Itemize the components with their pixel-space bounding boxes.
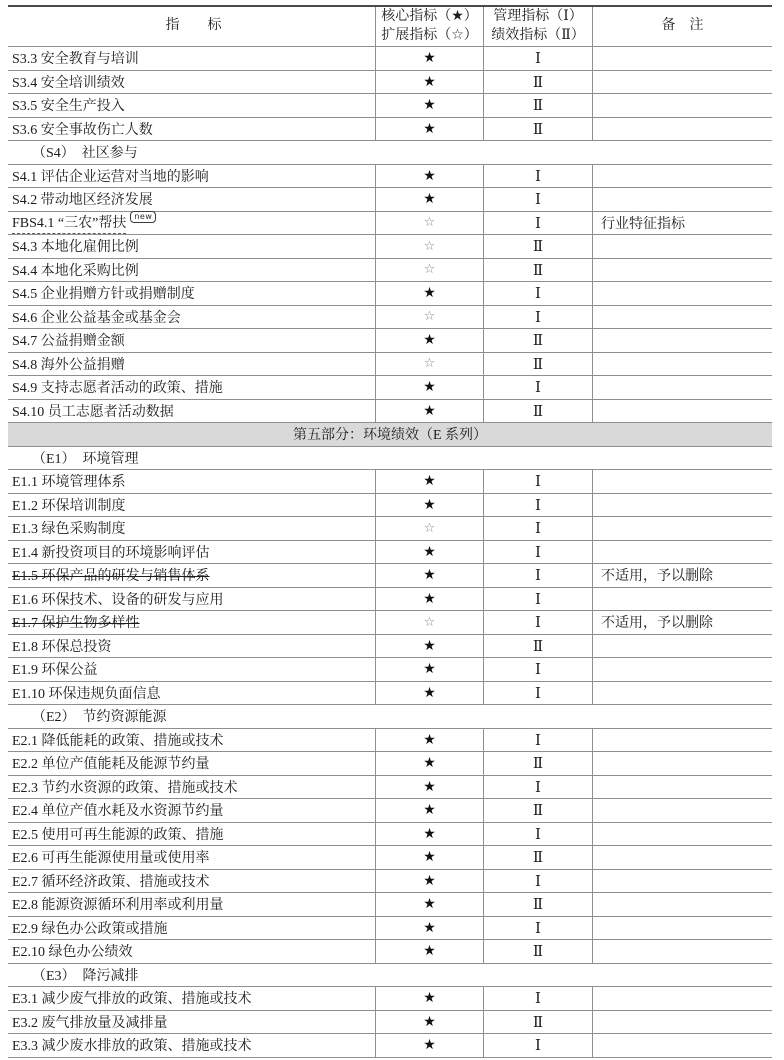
table-row <box>8 752 772 776</box>
indicator-label: E2.2 单位产值能耗及能源节约量 <box>12 757 210 773</box>
grade-cell: Ⅰ <box>483 212 592 235</box>
indicator-cell <box>8 683 375 703</box>
table-row <box>8 564 772 588</box>
indicator-cell <box>8 847 375 867</box>
core-extended-cell <box>375 682 483 705</box>
table-row <box>8 400 772 424</box>
remark-cell: 不适用，予以删除 <box>592 611 772 634</box>
header-core-extended <box>375 7 483 46</box>
remark-cell <box>592 306 772 329</box>
star-hollow-icon: ☆ <box>423 215 436 231</box>
indicator-cell <box>8 894 375 914</box>
header-performance-line: 绩效指标（Ⅱ） <box>491 27 585 43</box>
star-filled-icon: ★ <box>423 50 436 67</box>
remark-cell <box>592 118 772 141</box>
table-row <box>8 212 772 236</box>
remark-cell <box>592 494 772 517</box>
star-filled-icon: ★ <box>423 661 436 678</box>
table-row <box>8 494 772 518</box>
remark-cell <box>592 917 772 940</box>
indicator-cell <box>8 988 375 1008</box>
table-row <box>8 682 772 706</box>
remark-cell <box>592 776 772 799</box>
core-extended-cell <box>375 47 483 70</box>
table-row <box>8 870 772 894</box>
table-row <box>8 1034 772 1058</box>
remark-cell <box>592 329 772 352</box>
indicator-label: E1.8 环保总投资 <box>12 639 112 655</box>
remark-cell <box>592 71 772 94</box>
table-row <box>8 94 772 118</box>
indicator-cell <box>8 212 375 234</box>
grade-cell: Ⅰ <box>483 188 592 211</box>
remark-cell <box>592 188 772 211</box>
header-management-line: 管理指标（Ⅰ） <box>493 9 583 25</box>
grade-cell: Ⅰ <box>483 682 592 705</box>
core-extended-cell <box>375 611 483 634</box>
indicator-label: E1.1 环境管理体系 <box>12 475 126 491</box>
star-hollow-icon: ☆ <box>423 356 436 372</box>
table-row <box>8 987 772 1011</box>
indicator-label: S4.1 评估企业运营对当地的影响 <box>12 169 209 185</box>
star-filled-icon: ★ <box>423 97 436 114</box>
core-extended-cell <box>375 588 483 611</box>
indicator-label: E2.10 绿色办公绩效 <box>12 945 133 961</box>
table-row <box>8 306 772 330</box>
core-extended-cell <box>375 729 483 752</box>
star-hollow-icon: ☆ <box>423 238 436 254</box>
core-extended-cell <box>375 329 483 352</box>
indicator-label: S4.7 公益捐赠金额 <box>12 334 125 350</box>
grade-cell: Ⅱ <box>483 1011 592 1034</box>
indicator-label: S4.9 支持志愿者活动的政策、措施 <box>12 381 223 397</box>
remark-cell <box>592 94 772 117</box>
grade-cell: Ⅰ <box>483 658 592 681</box>
remark-cell <box>592 517 772 540</box>
grade-cell: Ⅱ <box>483 846 592 869</box>
grade-cell: Ⅱ <box>483 94 592 117</box>
table-row <box>8 188 772 212</box>
remark-cell <box>592 376 772 399</box>
grade-cell: Ⅰ <box>483 870 592 893</box>
core-extended-cell <box>375 940 483 963</box>
core-extended-cell <box>375 376 483 399</box>
new-badge: new <box>130 211 156 223</box>
grade-cell: Ⅱ <box>483 400 592 423</box>
star-filled-icon: ★ <box>423 1037 436 1054</box>
indicator-cell <box>8 1012 375 1032</box>
indicator-cell <box>8 95 375 115</box>
table-row <box>8 470 772 494</box>
indicator-cell <box>8 1035 375 1055</box>
table-row <box>8 611 772 635</box>
table-row <box>8 917 772 941</box>
table-row <box>8 635 772 659</box>
star-filled-icon: ★ <box>423 825 436 842</box>
grade-cell: Ⅱ <box>483 71 592 94</box>
remark-cell <box>592 658 772 681</box>
star-filled-icon: ★ <box>423 1013 436 1030</box>
grade-cell: Ⅱ <box>483 940 592 963</box>
remark-cell <box>592 235 772 258</box>
table-row <box>8 47 772 71</box>
star-filled-icon: ★ <box>423 473 436 490</box>
indicator-label: E2.8 能源资源循环利用率或利用量 <box>12 898 224 914</box>
core-extended-cell <box>375 188 483 211</box>
table-row <box>8 658 772 682</box>
grade-cell: Ⅰ <box>483 987 592 1010</box>
indicator-cell <box>8 495 375 515</box>
core-extended-cell <box>375 212 483 235</box>
grade-cell: Ⅰ <box>483 165 592 188</box>
table-row <box>8 823 772 847</box>
indicator-cell <box>8 941 375 961</box>
indicator-cell <box>8 119 375 139</box>
header-management-performance <box>483 7 592 46</box>
remark-cell <box>592 823 772 846</box>
indicator-cell <box>8 354 375 374</box>
star-filled-icon: ★ <box>423 73 436 90</box>
grade-cell: Ⅰ <box>483 282 592 305</box>
core-extended-cell <box>375 893 483 916</box>
star-filled-icon: ★ <box>423 731 436 748</box>
indicator-label: E2.1 降低能耗的政策、措施或技术 <box>12 733 224 749</box>
header-indicator: 指 标 <box>165 18 222 34</box>
remark-cell <box>592 1011 772 1034</box>
star-filled-icon: ★ <box>423 120 436 137</box>
indicator-cell <box>8 918 375 938</box>
remark-cell <box>592 1034 772 1057</box>
remark-cell <box>592 353 772 376</box>
table-row <box>8 588 772 612</box>
grade-cell: Ⅰ <box>483 517 592 540</box>
table-row <box>8 846 772 870</box>
core-extended-cell <box>375 776 483 799</box>
indicator-cell <box>8 236 375 256</box>
core-extended-cell <box>375 94 483 117</box>
remark-cell <box>592 470 772 493</box>
grade-cell: Ⅰ <box>483 47 592 70</box>
indicator-cell <box>8 48 375 68</box>
indicator-label: E1.6 环保技术、设备的研发与应用 <box>12 592 224 608</box>
core-extended-cell <box>375 494 483 517</box>
grade-cell: Ⅰ <box>483 588 592 611</box>
table-row <box>8 517 772 541</box>
grade-cell: Ⅱ <box>483 893 592 916</box>
indicator-label: S4.6 企业公益基金或基金会 <box>12 310 181 326</box>
indicator-label: E2.3 节约水资源的政策、措施或技术 <box>12 780 238 796</box>
remark-cell <box>592 400 772 423</box>
remark-cell <box>592 987 772 1010</box>
indicator-cell <box>8 824 375 844</box>
table-row <box>8 893 772 917</box>
core-extended-cell <box>375 71 483 94</box>
remark-cell <box>592 541 772 564</box>
remark-cell <box>592 635 772 658</box>
remark-cell <box>592 729 772 752</box>
indicator-label: S4.4 本地化采购比例 <box>12 263 139 279</box>
indicator-cell <box>8 377 375 397</box>
indicator-label: E1.2 环保培训制度 <box>12 498 126 514</box>
indicator-cell <box>8 565 375 585</box>
indicator-label: S3.3 安全教育与培训 <box>12 52 139 68</box>
indicator-cell <box>8 283 375 303</box>
core-extended-cell <box>375 517 483 540</box>
core-extended-cell <box>375 235 483 258</box>
core-extended-cell <box>375 752 483 775</box>
indicator-label: E1.4 新投资项目的环境影响评估 <box>12 545 210 561</box>
indicator-cell <box>8 401 375 421</box>
indicator-label: E3.2 废气排放量及减排量 <box>12 1015 168 1031</box>
indicator-cell <box>8 777 375 797</box>
remark-cell <box>592 870 772 893</box>
indicator-cell <box>8 260 375 280</box>
indicator-label: E1.3 绿色采购制度 <box>12 522 126 538</box>
star-filled-icon: ★ <box>423 849 436 866</box>
grade-cell: Ⅱ <box>483 635 592 658</box>
indicator-label: E1.10 环保违规负面信息 <box>12 686 161 702</box>
table-row <box>8 541 772 565</box>
remark-cell <box>592 682 772 705</box>
star-filled-icon: ★ <box>423 285 436 302</box>
indicator-cell <box>8 753 375 773</box>
grade-cell: Ⅰ <box>483 729 592 752</box>
star-filled-icon: ★ <box>423 872 436 889</box>
core-extended-cell <box>375 259 483 282</box>
core-extended-cell <box>375 846 483 869</box>
star-filled-icon: ★ <box>423 590 436 607</box>
indicator-label: E1.5 环保产品的研发与销售体系 <box>12 569 210 585</box>
remark-cell <box>592 799 772 822</box>
table-row <box>8 71 772 95</box>
remark-cell <box>592 282 772 305</box>
star-filled-icon: ★ <box>423 778 436 795</box>
core-extended-cell <box>375 658 483 681</box>
grade-cell: Ⅰ <box>483 776 592 799</box>
remark-cell <box>592 588 772 611</box>
indicator-cell <box>8 307 375 327</box>
core-extended-cell <box>375 635 483 658</box>
core-extended-cell <box>375 1034 483 1057</box>
table-row <box>8 729 772 753</box>
table-row <box>8 118 772 142</box>
table-row <box>8 940 772 964</box>
section-header-row: （E1） 环境管理 <box>8 447 772 471</box>
indicator-label: S4.10 员工志愿者活动数据 <box>12 404 174 420</box>
star-filled-icon: ★ <box>423 496 436 513</box>
indicator-cell <box>8 612 375 632</box>
indicator-label: E2.9 绿色办公政策或措施 <box>12 921 168 937</box>
star-filled-icon: ★ <box>423 990 436 1007</box>
grade-cell: Ⅰ <box>483 541 592 564</box>
core-extended-cell <box>375 306 483 329</box>
table-row <box>8 1011 772 1035</box>
grade-cell: Ⅱ <box>483 259 592 282</box>
star-hollow-icon: ☆ <box>423 309 436 325</box>
indicator-label: E1.7 保护生物多样性 <box>12 616 140 632</box>
indicator-cell <box>8 542 375 562</box>
indicator-cell <box>8 636 375 656</box>
core-extended-cell <box>375 917 483 940</box>
table-row <box>8 353 772 377</box>
star-filled-icon: ★ <box>423 379 436 396</box>
core-extended-cell <box>375 353 483 376</box>
indicator-table <box>8 5 772 1058</box>
header-core-line: 核心指标（★） <box>381 9 478 25</box>
remark-cell <box>592 893 772 916</box>
indicator-label: S4.2 带动地区经济发展 <box>12 193 153 209</box>
indicator-label: S3.6 安全事故伤亡人数 <box>12 122 153 138</box>
section-header-row: （E2） 节约资源能源 <box>8 705 772 729</box>
table-row <box>8 282 772 306</box>
indicator-label: FBS4.1 “三农”帮扶 <box>12 212 126 234</box>
grade-cell: Ⅱ <box>483 329 592 352</box>
star-filled-icon: ★ <box>423 167 436 184</box>
part-banner-row: 第五部分：环境绩效（E 系列） <box>8 423 772 447</box>
grade-cell: Ⅱ <box>483 353 592 376</box>
indicator-cell <box>8 330 375 350</box>
grade-cell: Ⅰ <box>483 611 592 634</box>
table-row <box>8 799 772 823</box>
indicator-cell <box>8 730 375 750</box>
core-extended-cell <box>375 870 483 893</box>
grade-cell: Ⅰ <box>483 1034 592 1057</box>
grade-cell: Ⅰ <box>483 494 592 517</box>
star-hollow-icon: ☆ <box>423 262 436 278</box>
table-row <box>8 259 772 283</box>
indicator-label: S3.4 安全培训绩效 <box>12 75 125 91</box>
core-extended-cell <box>375 118 483 141</box>
grade-cell: Ⅱ <box>483 118 592 141</box>
star-filled-icon: ★ <box>423 802 436 819</box>
table-body <box>8 47 772 1058</box>
grade-cell: Ⅰ <box>483 470 592 493</box>
indicator-cell <box>8 166 375 186</box>
core-extended-cell <box>375 400 483 423</box>
remark-cell: 不适用，予以删除 <box>592 564 772 587</box>
indicator-cell <box>8 518 375 538</box>
core-extended-cell <box>375 165 483 188</box>
core-extended-cell <box>375 799 483 822</box>
star-filled-icon: ★ <box>423 332 436 349</box>
indicator-cell <box>8 589 375 609</box>
indicator-cell <box>8 189 375 209</box>
star-hollow-icon: ☆ <box>423 520 436 536</box>
indicator-label: S4.5 企业捐赠方针或捐赠制度 <box>12 287 195 303</box>
remark-cell <box>592 165 772 188</box>
star-filled-icon: ★ <box>423 543 436 560</box>
core-extended-cell <box>375 470 483 493</box>
core-extended-cell <box>375 282 483 305</box>
grade-cell: Ⅰ <box>483 376 592 399</box>
star-filled-icon: ★ <box>423 191 436 208</box>
grade-cell: Ⅱ <box>483 235 592 258</box>
indicator-cell <box>8 72 375 92</box>
core-extended-cell <box>375 1011 483 1034</box>
indicator-label: E1.9 环保公益 <box>12 663 98 679</box>
indicator-label: S4.3 本地化雇佣比例 <box>12 240 139 256</box>
table-header-row <box>8 7 772 47</box>
grade-cell: Ⅰ <box>483 823 592 846</box>
indicator-label: E2.6 可再生能源使用量或使用率 <box>12 851 210 867</box>
remark-cell: 行业特征指标 <box>592 212 772 235</box>
star-filled-icon: ★ <box>423 567 436 584</box>
star-hollow-icon: ☆ <box>423 614 436 630</box>
grade-cell: Ⅰ <box>483 917 592 940</box>
remark-cell <box>592 846 772 869</box>
header-remark: 备 注 <box>592 7 772 46</box>
star-filled-icon: ★ <box>423 943 436 960</box>
grade-cell: Ⅰ <box>483 306 592 329</box>
grade-cell: Ⅱ <box>483 752 592 775</box>
grade-cell: Ⅰ <box>483 564 592 587</box>
remark-cell <box>592 259 772 282</box>
table-row <box>8 329 772 353</box>
star-filled-icon: ★ <box>423 402 436 419</box>
table-row <box>8 376 772 400</box>
section-header-row: （S4） 社区参与 <box>8 141 772 165</box>
remark-cell <box>592 940 772 963</box>
grade-cell: Ⅱ <box>483 799 592 822</box>
indicator-cell <box>8 800 375 820</box>
remark-cell <box>592 752 772 775</box>
core-extended-cell <box>375 987 483 1010</box>
indicator-cell <box>8 659 375 679</box>
indicator-label: E2.7 循环经济政策、措施或技术 <box>12 874 210 890</box>
star-filled-icon: ★ <box>423 896 436 913</box>
star-filled-icon: ★ <box>423 684 436 701</box>
core-extended-cell <box>375 564 483 587</box>
indicator-label: E2.5 使用可再生能源的政策、措施 <box>12 827 224 843</box>
indicator-label: E3.3 减少废水排放的政策、措施或技术 <box>12 1039 252 1055</box>
section-header-row: （E3） 降污减排 <box>8 964 772 988</box>
indicator-cell <box>8 871 375 891</box>
indicator-label: E2.4 单位产值水耗及水资源节约量 <box>12 804 224 820</box>
indicator-label: S4.8 海外公益捐赠 <box>12 357 125 373</box>
star-filled-icon: ★ <box>423 755 436 772</box>
core-extended-cell <box>375 541 483 564</box>
table-row <box>8 235 772 259</box>
indicator-cell <box>8 471 375 491</box>
star-filled-icon: ★ <box>423 919 436 936</box>
indicator-label: E3.1 减少废气排放的政策、措施或技术 <box>12 992 252 1008</box>
core-extended-cell <box>375 823 483 846</box>
table-row <box>8 776 772 800</box>
header-extended-line: 扩展指标（☆） <box>381 27 478 43</box>
indicator-label: S3.5 安全生产投入 <box>12 99 125 115</box>
table-row <box>8 165 772 189</box>
star-filled-icon: ★ <box>423 637 436 654</box>
remark-cell <box>592 47 772 70</box>
